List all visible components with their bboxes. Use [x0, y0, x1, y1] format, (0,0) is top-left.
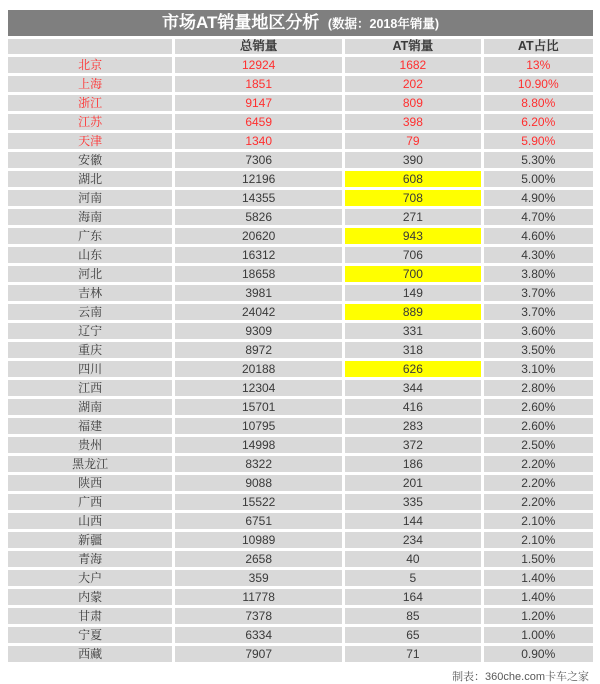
cell-at-sales: 416: [345, 399, 480, 415]
cell-at-sales: 79: [345, 133, 480, 149]
cell-region: 黑龙江: [8, 456, 172, 472]
cell-region: 内蒙: [8, 589, 172, 605]
cell-total-sales: 24042: [175, 304, 342, 320]
cell-at-share: 8.80%: [484, 95, 593, 111]
cell-region: 青海: [8, 551, 172, 567]
table-row: [8, 57, 593, 73]
cell-total-sales: 12196: [175, 171, 342, 187]
cell-region: 四川: [8, 361, 172, 377]
table-row: [8, 323, 593, 339]
cell-at-sales: 202: [345, 76, 480, 92]
cell-total-sales: 2658: [175, 551, 342, 567]
cell-at-share: 2.20%: [484, 475, 593, 491]
header-row: [8, 39, 593, 54]
cell-at-share: 13%: [484, 57, 593, 73]
cell-total-sales: 11778: [175, 589, 342, 605]
cell-total-sales: 3981: [175, 285, 342, 301]
table-row: [8, 475, 593, 491]
cell-total-sales: 10795: [175, 418, 342, 434]
cell-total-sales: 359: [175, 570, 342, 586]
cell-at-sales: 85: [345, 608, 480, 624]
cell-at-sales: 335: [345, 494, 480, 510]
cell-at-share: 3.80%: [484, 266, 593, 282]
cell-total-sales: 10989: [175, 532, 342, 548]
table-row: [8, 95, 593, 111]
table-row: [8, 190, 593, 206]
table-row: [8, 171, 593, 187]
cell-at-sales: 331: [345, 323, 480, 339]
cell-at-sales: 318: [345, 342, 480, 358]
cell-total-sales: 15701: [175, 399, 342, 415]
cell-at-sales: 71: [345, 646, 480, 662]
cell-region: 上海: [8, 76, 172, 92]
cell-region: 广东: [8, 228, 172, 244]
cell-region: 贵州: [8, 437, 172, 453]
cell-total-sales: 20620: [175, 228, 342, 244]
cell-region: 广西: [8, 494, 172, 510]
cell-at-share: 1.50%: [484, 551, 593, 567]
column-header-region: [8, 39, 172, 54]
cell-at-sales: 398: [345, 114, 480, 130]
cell-at-share: 2.10%: [484, 532, 593, 548]
cell-region: 北京: [8, 57, 172, 73]
cell-at-sales: 809: [345, 95, 480, 111]
cell-at-share: 5.90%: [484, 133, 593, 149]
cell-at-share: 3.10%: [484, 361, 593, 377]
cell-at-share: 6.20%: [484, 114, 593, 130]
sales-table: [5, 36, 596, 665]
cell-at-share: 4.30%: [484, 247, 593, 263]
table-row: [8, 228, 593, 244]
cell-region: 大户: [8, 570, 172, 586]
cell-at-sales: 5: [345, 570, 480, 586]
cell-region: 河南: [8, 190, 172, 206]
table-row: [8, 494, 593, 510]
table-row: [8, 285, 593, 301]
cell-region: 河北: [8, 266, 172, 282]
cell-at-sales: 144: [345, 513, 480, 529]
column-header-at-share: AT占比: [484, 39, 593, 54]
cell-region: 海南: [8, 209, 172, 225]
cell-at-sales: 234: [345, 532, 480, 548]
cell-total-sales: 7378: [175, 608, 342, 624]
cell-at-sales: 201: [345, 475, 480, 491]
cell-at-sales: 700: [345, 266, 480, 282]
cell-total-sales: 9088: [175, 475, 342, 491]
cell-at-share: 5.30%: [484, 152, 593, 168]
cell-at-sales: 344: [345, 380, 480, 396]
cell-region: 重庆: [8, 342, 172, 358]
cell-region: 湖南: [8, 399, 172, 415]
cell-at-share: 3.70%: [484, 285, 593, 301]
table-row: [8, 76, 593, 92]
cell-region: 湖北: [8, 171, 172, 187]
table-body: [8, 57, 593, 662]
table-row: [8, 532, 593, 548]
cell-at-share: 2.20%: [484, 456, 593, 472]
cell-region: 安徽: [8, 152, 172, 168]
cell-total-sales: 16312: [175, 247, 342, 263]
cell-at-share: 4.60%: [484, 228, 593, 244]
cell-total-sales: 14998: [175, 437, 342, 453]
cell-at-sales: 372: [345, 437, 480, 453]
cell-at-share: 4.70%: [484, 209, 593, 225]
cell-region: 江苏: [8, 114, 172, 130]
cell-total-sales: 9147: [175, 95, 342, 111]
cell-region: 甘肃: [8, 608, 172, 624]
table-row: [8, 399, 593, 415]
cell-region: 天津: [8, 133, 172, 149]
cell-at-sales: 889: [345, 304, 480, 320]
table-row: [8, 589, 593, 605]
table-row: [8, 266, 593, 282]
cell-region: 福建: [8, 418, 172, 434]
cell-total-sales: 8322: [175, 456, 342, 472]
cell-at-share: 1.40%: [484, 589, 593, 605]
cell-total-sales: 5826: [175, 209, 342, 225]
cell-at-sales: 608: [345, 171, 480, 187]
cell-at-sales: 708: [345, 190, 480, 206]
table-row: [8, 247, 593, 263]
cell-region: 山西: [8, 513, 172, 529]
report-title: 市场AT销量地区分析: [162, 13, 320, 32]
report-title-bar: [8, 10, 593, 36]
cell-at-sales: 149: [345, 285, 480, 301]
cell-at-share: 4.90%: [484, 190, 593, 206]
cell-at-sales: 943: [345, 228, 480, 244]
cell-region: 山东: [8, 247, 172, 263]
table-row: [8, 361, 593, 377]
cell-at-share: 10.90%: [484, 76, 593, 92]
cell-at-sales: 186: [345, 456, 480, 472]
cell-region: 云南: [8, 304, 172, 320]
cell-at-sales: 40: [345, 551, 480, 567]
column-header-at-sales: AT销量: [345, 39, 480, 54]
cell-at-share: 2.20%: [484, 494, 593, 510]
cell-region: 辽宁: [8, 323, 172, 339]
cell-total-sales: 12304: [175, 380, 342, 396]
cell-total-sales: 14355: [175, 190, 342, 206]
cell-at-sales: 390: [345, 152, 480, 168]
cell-at-share: 2.60%: [484, 399, 593, 415]
cell-total-sales: 12924: [175, 57, 342, 73]
cell-total-sales: 6334: [175, 627, 342, 643]
cell-region: 浙江: [8, 95, 172, 111]
table-row: [8, 456, 593, 472]
cell-at-sales: 626: [345, 361, 480, 377]
cell-total-sales: 8972: [175, 342, 342, 358]
cell-total-sales: 15522: [175, 494, 342, 510]
cell-region: 吉林: [8, 285, 172, 301]
cell-at-share: 3.60%: [484, 323, 593, 339]
table-row: [8, 608, 593, 624]
table-row: [8, 627, 593, 643]
cell-region: 陕西: [8, 475, 172, 491]
table-row: [8, 551, 593, 567]
cell-region: 江西: [8, 380, 172, 396]
cell-at-share: 1.40%: [484, 570, 593, 586]
cell-region: 西藏: [8, 646, 172, 662]
table-row: [8, 152, 593, 168]
table-row: [8, 418, 593, 434]
cell-at-sales: 164: [345, 589, 480, 605]
cell-total-sales: 9309: [175, 323, 342, 339]
cell-at-share: 5.00%: [484, 171, 593, 187]
cell-at-share: 3.50%: [484, 342, 593, 358]
cell-at-share: 2.60%: [484, 418, 593, 434]
table-row: [8, 342, 593, 358]
table-row: [8, 114, 593, 130]
table-row: [8, 304, 593, 320]
cell-region: 宁夏: [8, 627, 172, 643]
table-header: [8, 39, 593, 54]
cell-at-sales: 271: [345, 209, 480, 225]
cell-total-sales: 18658: [175, 266, 342, 282]
cell-at-sales: 706: [345, 247, 480, 263]
table-row: [8, 133, 593, 149]
cell-at-share: 3.70%: [484, 304, 593, 320]
cell-total-sales: 1340: [175, 133, 342, 149]
cell-total-sales: 1851: [175, 76, 342, 92]
cell-total-sales: 20188: [175, 361, 342, 377]
table-row: [8, 513, 593, 529]
cell-at-share: 1.00%: [484, 627, 593, 643]
cell-total-sales: 6459: [175, 114, 342, 130]
column-header-total-sales: 总销量: [175, 39, 342, 54]
report-subtitle: (数据：2018年销量): [327, 17, 439, 31]
cell-at-share: 2.10%: [484, 513, 593, 529]
table-row: [8, 380, 593, 396]
cell-total-sales: 7306: [175, 152, 342, 168]
table-row: [8, 570, 593, 586]
cell-at-sales: 1682: [345, 57, 480, 73]
cell-total-sales: 7907: [175, 646, 342, 662]
cell-at-share: 0.90%: [484, 646, 593, 662]
cell-region: 新疆: [8, 532, 172, 548]
cell-at-share: 2.80%: [484, 380, 593, 396]
credit-text: 制表：360che.com卡车之家: [452, 671, 589, 683]
cell-at-share: 1.20%: [484, 608, 593, 624]
cell-at-share: 2.50%: [484, 437, 593, 453]
cell-at-sales: 65: [345, 627, 480, 643]
table-row: [8, 209, 593, 225]
table-row: [8, 437, 593, 453]
cell-at-sales: 283: [345, 418, 480, 434]
table-row: [8, 646, 593, 662]
cell-total-sales: 6751: [175, 513, 342, 529]
